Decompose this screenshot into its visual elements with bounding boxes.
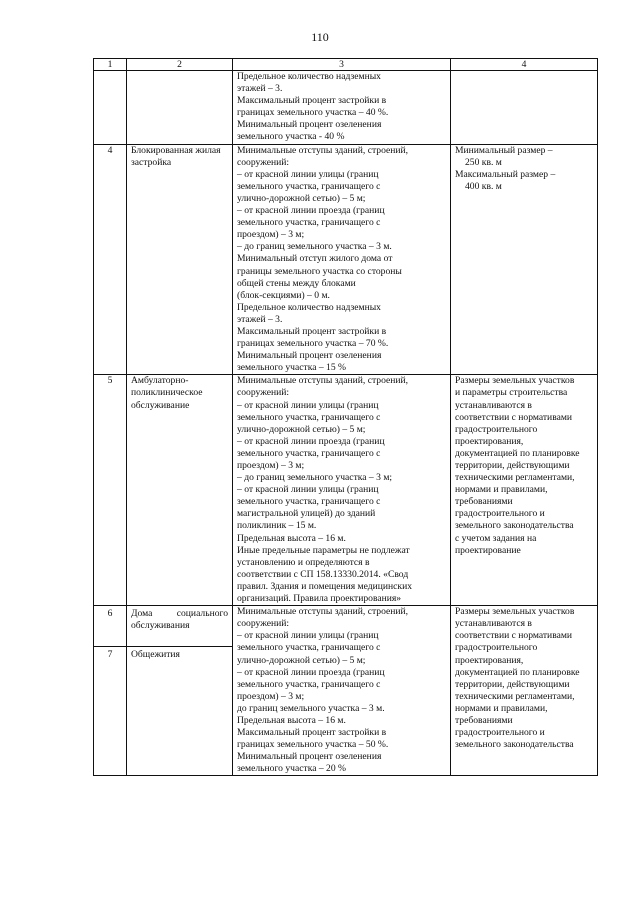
- limits-cell: [451, 606, 598, 776]
- text-line: техническими регламентами,: [455, 690, 575, 702]
- text-line: – от красной линии проезда (границ: [237, 435, 385, 447]
- regulations-table: [93, 58, 598, 776]
- text-line: улично-дорожной сетью) – 5 м;: [237, 423, 366, 435]
- text-line: Максимальный процент застройки в: [237, 325, 387, 337]
- text-line: сооружений:: [237, 387, 290, 399]
- text-line: соответствии с нормативами: [455, 411, 573, 423]
- text-line: земельного участка, граничащего с: [237, 496, 381, 508]
- text-line: Минимальный процент озеленения: [237, 119, 382, 131]
- text-line: документацией по планировке: [455, 447, 580, 459]
- text-line: земельного участка, граничащего с: [237, 180, 381, 192]
- text-line: Минимальный размер –: [455, 144, 553, 156]
- text-line: территории, действующими: [455, 460, 570, 471]
- text-line: улично-дорожной сетью) – 5 м;: [237, 654, 366, 666]
- text-line: проездом) – 3 м;: [237, 690, 305, 702]
- page-number: 110: [311, 30, 329, 44]
- text-line: соответствии с нормативами: [455, 630, 573, 642]
- text-line: сооружений:: [237, 156, 290, 168]
- text-line: 400 кв. м: [465, 180, 502, 192]
- use-type-name: Амбулаторно-поликлиническое обслуживание: [127, 375, 233, 606]
- text-line: общей стены между блоками: [237, 277, 356, 289]
- text-line: Предельная высота – 16 м.: [237, 714, 346, 726]
- text-line: – до границ земельного участка – 3 м;: [237, 472, 393, 484]
- text-line: Максимальный размер –: [455, 168, 556, 180]
- text-line: земельного участка - 40 %: [237, 131, 345, 143]
- table-header-row: [94, 59, 598, 71]
- text-line: этажей – 3.: [237, 313, 283, 325]
- text-line: границах земельного участка – 50 %.: [237, 739, 389, 751]
- text-line: проектирование: [455, 544, 521, 556]
- text-line: техническими регламентами,: [455, 472, 575, 484]
- parameters-cell: [233, 375, 451, 606]
- row-number-7: 7: [107, 649, 113, 661]
- text-line: земельного участка, граничащего с: [237, 642, 381, 654]
- text-line: документацией по планировке: [455, 666, 580, 678]
- column-header-4: 4: [451, 59, 598, 71]
- table-row: [94, 375, 598, 606]
- text-line: соответствии с СП 158.13330.2014. «Свод: [237, 568, 409, 580]
- text-line: Минимальный процент озеленения: [237, 751, 382, 763]
- text-line: границах земельного участка – 40 %.: [237, 107, 389, 119]
- text-line: – от красной линии улицы (границ: [237, 484, 379, 496]
- column-header-1: 1: [94, 59, 127, 71]
- text-line: Предельная высота – 16 м.: [237, 532, 346, 544]
- text-line: Минимальные отступы зданий, строений,: [237, 606, 409, 618]
- use-type-name: Блокированная жилая застройка: [127, 144, 233, 375]
- text-line: – от красной линии улицы (границ: [237, 168, 379, 180]
- text-line: – от красной линии улицы (границ: [237, 399, 379, 411]
- row-number: 4: [94, 144, 127, 375]
- text-line: земельного законодательства: [455, 739, 574, 751]
- text-line: нормами и правилами,: [455, 702, 548, 714]
- use-type-name: [127, 606, 233, 776]
- text-line: магистральной улицей) до зданий: [237, 508, 376, 520]
- text-line: установлению и определяются в: [237, 556, 370, 568]
- text-line: Размеры земельных участков: [455, 375, 575, 387]
- table-row: [94, 71, 598, 145]
- text-line: градостроительного: [455, 642, 538, 654]
- text-line: (блок-секциями) – 0 м.: [237, 289, 330, 301]
- column-header-3: 3: [233, 59, 451, 71]
- text-line: территории, действующими: [455, 678, 570, 690]
- text-line: нормами и правилами,: [455, 484, 548, 496]
- limits-cell: [451, 144, 598, 375]
- use-type-name-6: Дома социального обслуживания: [131, 608, 228, 632]
- text-line: организаций. Правила проектирования»: [237, 593, 402, 605]
- text-line: Минимальные отступы зданий, строений,: [237, 375, 409, 387]
- limits-cell: [451, 71, 598, 145]
- text-line: и параметры строительства: [455, 387, 568, 399]
- text-line: Предельное количество надземных: [237, 71, 381, 82]
- text-line: до границ земельного участка – 3 м.: [237, 702, 385, 714]
- text-line: устанавливаются в: [455, 618, 532, 630]
- text-line: земельного участка, граничащего с: [237, 217, 381, 229]
- text-line: сооружений:: [237, 618, 290, 630]
- text-line: проездом) – 3 м;: [237, 460, 305, 471]
- row-number: [94, 606, 127, 776]
- table-row: [94, 144, 598, 375]
- text-line: – до границ земельного участка – 3 м.: [237, 241, 392, 253]
- text-line: – от красной линии проезда (границ: [237, 666, 385, 678]
- text-line: градостроительного и: [455, 508, 545, 520]
- text-line: требованиями: [455, 496, 513, 508]
- text-line: границы земельного участка со стороны: [237, 265, 402, 277]
- text-line: Максимальный процент застройки в: [237, 95, 387, 107]
- text-line: Минимальный отступ жилого дома от: [237, 253, 393, 265]
- text-line: – от красной линии улицы (границ: [237, 630, 379, 642]
- text-line: проектирования,: [455, 654, 524, 666]
- row-number: 5: [94, 375, 127, 606]
- parameters-cell: [233, 71, 451, 145]
- text-line: земельного законодательства: [455, 520, 574, 532]
- text-line: – от красной линии проезда (границ: [237, 205, 385, 217]
- text-line: земельного участка – 15 %: [237, 362, 347, 374]
- text-line: Максимальный процент застройки в: [237, 727, 387, 739]
- row-number: [94, 71, 127, 145]
- text-line: требованиями: [455, 714, 513, 726]
- text-line: земельного участка, граничащего с: [237, 447, 381, 459]
- text-line: с учетом задания на: [455, 532, 537, 544]
- text-line: градостроительного и: [455, 727, 545, 739]
- text-line: улично-дорожной сетью) – 5 м;: [237, 192, 366, 204]
- text-line: Размеры земельных участков: [455, 606, 575, 618]
- parameters-cell: [233, 606, 451, 776]
- text-line: 250 кв. м: [465, 156, 502, 168]
- text-line: земельного участка, граничащего с: [237, 678, 381, 690]
- parameters-cell: [233, 144, 451, 375]
- text-line: поликлиник – 15 м.: [237, 520, 317, 532]
- use-type-name-7: Общежития: [131, 649, 180, 661]
- text-line: земельного участка – 20 %: [237, 763, 347, 775]
- text-line: Минимальные отступы зданий, строений,: [237, 144, 409, 156]
- text-line: Минимальный процент озеленения: [237, 350, 382, 362]
- text-line: границах земельного участка – 70 %.: [237, 338, 389, 350]
- text-line: Иные предельные параметры не подлежат: [237, 544, 410, 556]
- row-number-6: 6: [107, 608, 113, 620]
- use-type-name: [127, 71, 233, 145]
- column-header-2: 2: [127, 59, 233, 71]
- text-line: земельного участка, граничащего с: [237, 411, 381, 423]
- text-line: проездом) – 3 м;: [237, 229, 305, 241]
- text-line: градостроительного: [455, 423, 538, 435]
- text-line: этажей – 3.: [237, 83, 283, 95]
- text-line: правил. Здания и помещения медицинских: [237, 580, 413, 592]
- text-line: Предельное количество надземных: [237, 301, 381, 313]
- text-line: проектирования,: [455, 435, 524, 447]
- limits-cell: [451, 375, 598, 606]
- text-line: устанавливаются в: [455, 399, 532, 411]
- table-row: [94, 606, 598, 776]
